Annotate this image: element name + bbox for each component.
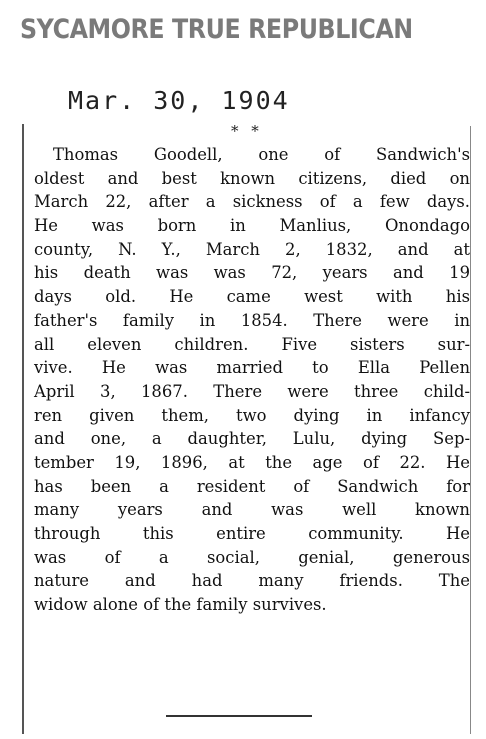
article-line: He was born in Manlius, Onondago (34, 216, 470, 236)
article-line: Thomas Goodell, one of Sandwich's (53, 145, 470, 164)
article-line: nature and had many friends. The (34, 571, 470, 591)
article-line: widow alone of the family survives. (34, 595, 327, 615)
obituary-article (34, 143, 470, 617)
article-line: ren given them, two dying in infancy (34, 405, 470, 425)
article-line: vive. He was married to Ella Pellen (34, 358, 470, 378)
column-rule-left (22, 124, 24, 734)
article-line: oldest and best known citizens, died on (34, 168, 470, 188)
newspaper-masthead: SYCAMORE TRUE REPUBLICAN (20, 14, 413, 45)
publication-date: Mar. 30, 1904 (68, 86, 290, 115)
article-line: many years and was well known (34, 500, 470, 520)
article-line: his death was was 72, years and 19 (34, 263, 470, 283)
article-line: through this entire community. He (34, 524, 470, 543)
column-rule-right (470, 126, 471, 734)
article-line: was of a social, genial, generous (34, 547, 470, 567)
article-line: all eleven children. Five sisters sur- (34, 334, 470, 354)
article-line: and one, a daughter, Lulu, dying Sep- (34, 429, 470, 449)
article-line: father's family in 1854. There were in (34, 310, 470, 330)
end-of-article-rule (166, 715, 312, 717)
article-line: days old. He came west with his (34, 287, 470, 307)
section-separator: * * (231, 122, 263, 140)
article-line: tember 19, 1896, at the age of 22. He (34, 452, 470, 472)
article-line: county, N. Y., March 2, 1832, and at (34, 239, 470, 259)
article-line: March 22, after a sickness of a few days. (34, 192, 470, 212)
article-line: has been a resident of Sandwich for (34, 476, 470, 496)
article-line: April 3, 1867. There were three child- (34, 381, 470, 401)
